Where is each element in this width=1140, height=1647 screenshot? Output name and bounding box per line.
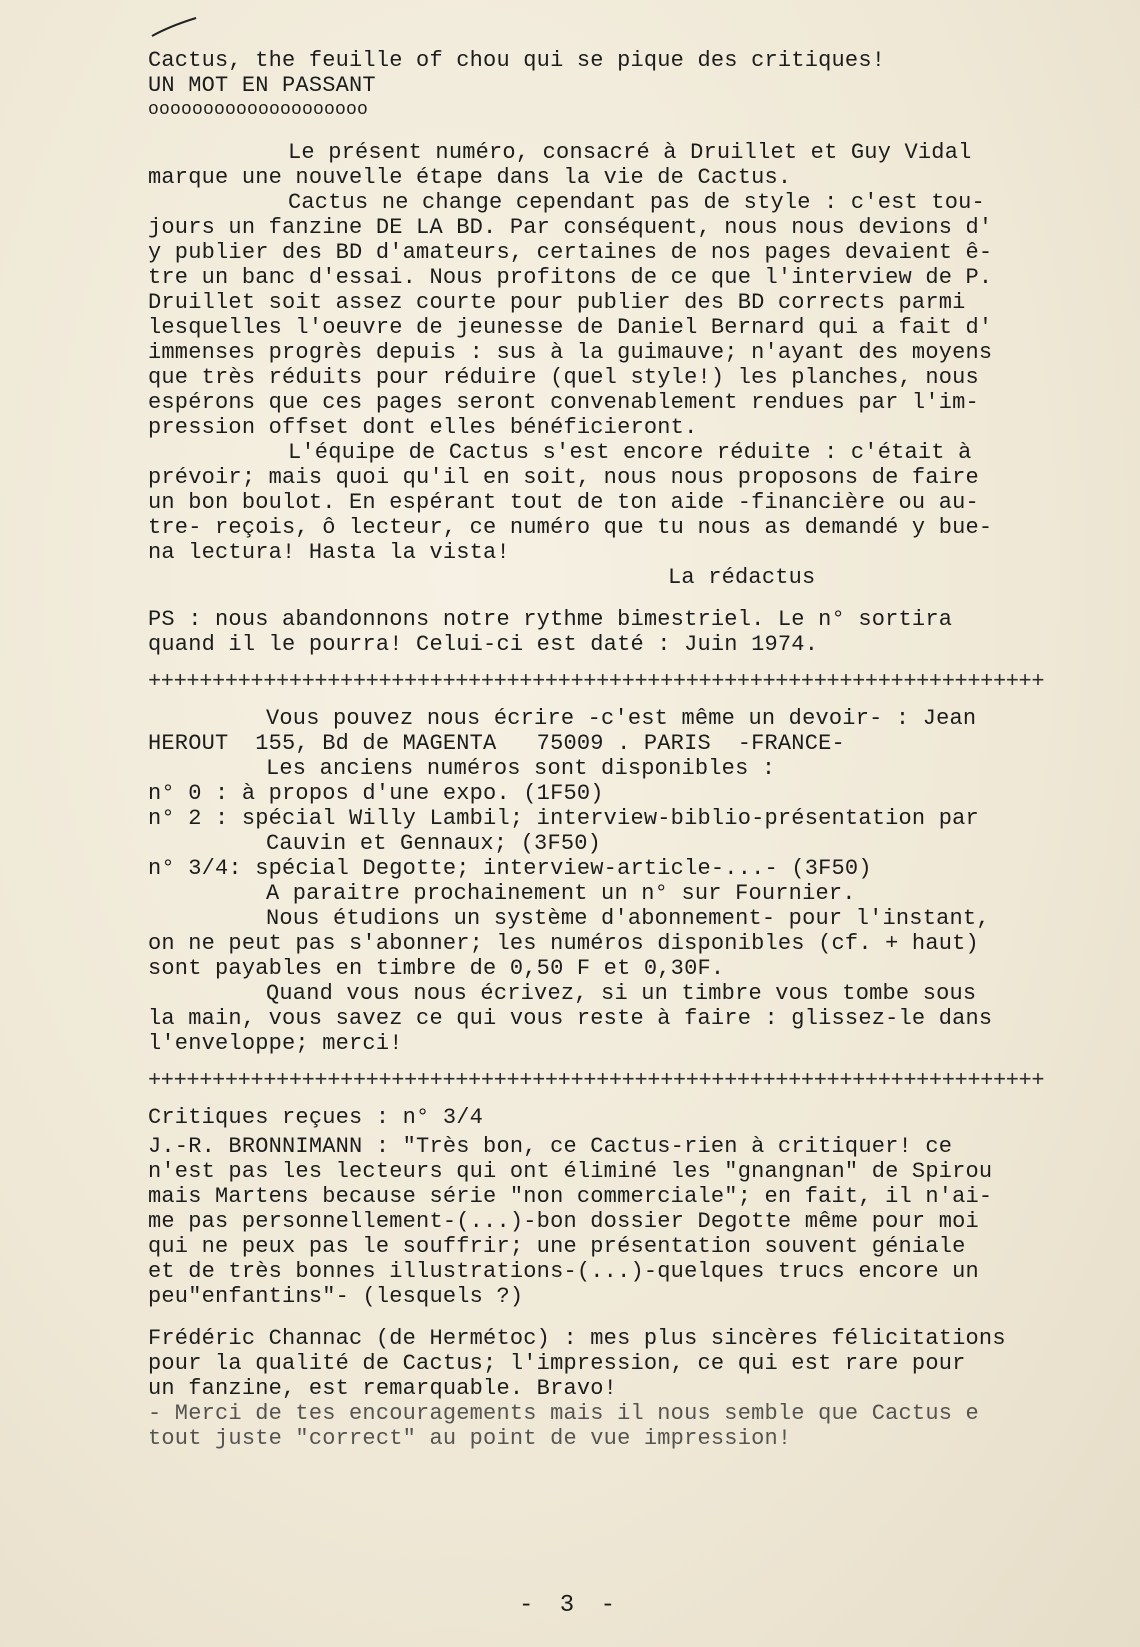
review-line: peu"enfantins"- (lesquels ?) [148, 1284, 524, 1309]
review-line: J.-R. BRONNIMANN : "Très bon, ce Cactus-rien à critiquer! ce [148, 1134, 953, 1159]
editorial-line: y publier des BD d'amateurs, certaines de nos pages devaient ê- [148, 240, 993, 265]
review-line: Frédéric Channac (de Hermétoc) : mes plus sincères félicitations [148, 1326, 1006, 1351]
review-reply-line: tout juste "correct" au point de vue impression! [148, 1426, 792, 1451]
page-number: - 3 - [518, 1592, 621, 1619]
editorial-line: pression offset dont elles bénéficieront. [148, 415, 698, 440]
critiques-heading: Critiques reçues : n° 3/4 [148, 1105, 484, 1130]
section-underline: oooooooooooooooooooo [148, 100, 369, 120]
contact-line: la main, vous savez ce qui vous reste à faire : glissez-le dans [148, 1006, 993, 1031]
contact-line: Les anciens numéros sont disponibles : [266, 756, 776, 781]
contact-line: on ne peut pas s'abonner; les numéros disponibles (cf. + haut) [148, 931, 979, 956]
review-line: qui ne peux pas le souffrir; une présentation souvent géniale [148, 1234, 966, 1259]
contact-line: sont payables en timbre de 0,50 F et 0,30F. [148, 956, 725, 981]
critiques-section [148, 1105, 1108, 1451]
ps-line: PS : nous abandonnons notre rythme bimestriel. Le n° sortira [148, 607, 953, 632]
contact-line: Nous étudions un système d'abonnement- pour l'instant, [266, 906, 990, 931]
contact-section [148, 706, 1108, 1056]
editorial-line: tre un banc d'essai. Nous profitons de ce que l'interview de P. [148, 265, 993, 290]
review-line: pour la qualité de Cactus; l'impression, ce qui est rare pour [148, 1351, 966, 1376]
contact-line: A paraitre prochainement un n° sur Fournier. [266, 881, 856, 906]
editorial-line: un bon boulot. En espérant tout de ton aide -financière ou au- [148, 490, 979, 515]
contact-line: Vous pouvez nous écrire -c'est même un devoir- : Jean [266, 706, 977, 731]
contact-line: HEROUT 155, Bd de MAGENTA 75009 . PARIS -FRANCE- [148, 731, 845, 756]
back-issue-line: Cauvin et Gennaux; (3F50) [266, 831, 602, 856]
editorial-line: marque une nouvelle étape dans la vie de Cactus. [148, 165, 792, 190]
editorial-line: na lectura! Hasta la vista! [148, 540, 510, 565]
review-line: me pas personnellement-(...)-bon dossier Degotte même pour moi [148, 1209, 979, 1234]
contact-line: l'enveloppe; merci! [148, 1031, 403, 1056]
editorial-line: lesquelles l'oeuvre de jeunesse de Daniel Bernard qui a fait d' [148, 315, 993, 340]
back-issue-line: n° 0 : à propos d'une expo. (1F50) [148, 781, 604, 806]
editorial-line: que très réduits pour réduire (quel style!) les planches, nous [148, 365, 979, 390]
page-text [148, 48, 1108, 1451]
contact-line: Quand vous nous écrivez, si un timbre vous tombe sous [266, 981, 977, 1006]
editorial-line: espérons que ces pages seront convenablement rendues par l'im- [148, 390, 979, 415]
editorial-line: jours un fanzine DE LA BD. Par conséquent, nous nous devions d' [148, 215, 993, 240]
editorial-line: Druillet soit assez courte pour publier des BD corrects parmi [148, 290, 966, 315]
review-line: n'est pas les lecteurs qui ont éliminé les "gnangnan" de Spirou [148, 1159, 993, 1184]
separator-line: ++++++++++++++++++++++++++++++++++++++++++++++++++++++++++++++++++++++ [148, 1068, 1045, 1093]
pen-stroke-mark [150, 14, 200, 42]
editorial-line: Le présent numéro, consacré à Druillet et Guy Vidal [288, 140, 972, 165]
editorial [148, 140, 1108, 657]
editorial-line: Cactus ne change cependant pas de style : c'est tou- [288, 190, 985, 215]
back-issue-line: n° 2 : spécial Willy Lambil; interview-biblio-présentation par [148, 806, 979, 831]
tagline: Cactus, the feuille of chou qui se pique des critiques! [148, 48, 886, 73]
review-line: mais Martens because série "non commerciale"; en fait, il n'ai- [148, 1184, 993, 1209]
review-reply-line: - Merci de tes encouragements mais il nous semble que Cactus e [148, 1401, 979, 1426]
separator-line: ++++++++++++++++++++++++++++++++++++++++++++++++++++++++++++++++++++++ [148, 669, 1045, 694]
back-issue-line: n° 3/4: spécial Degotte; interview-article-...- (3F50) [148, 856, 872, 881]
ps-line: quand il le pourra! Celui-ci est daté : Juin 1974. [148, 632, 819, 657]
editorial-line: tre- reçois, ô lecteur, ce numéro que tu nous as demandé y bue- [148, 515, 993, 540]
editorial-line: prévoir; mais quoi qu'il en soit, nous nous proposons de faire [148, 465, 979, 490]
signature: La rédactus [668, 565, 816, 590]
editorial-line: immenses progrès depuis : sus à la guimauve; n'ayant des moyens [148, 340, 993, 365]
editorial-line: L'équipe de Cactus s'est encore réduite : c'était à [288, 440, 972, 465]
review-line: et de très bonnes illustrations-(...)-quelques trucs encore un [148, 1259, 979, 1284]
section-title: UN MOT EN PASSANT [148, 73, 376, 98]
review-line: un fanzine, est remarquable. Bravo! [148, 1376, 618, 1401]
